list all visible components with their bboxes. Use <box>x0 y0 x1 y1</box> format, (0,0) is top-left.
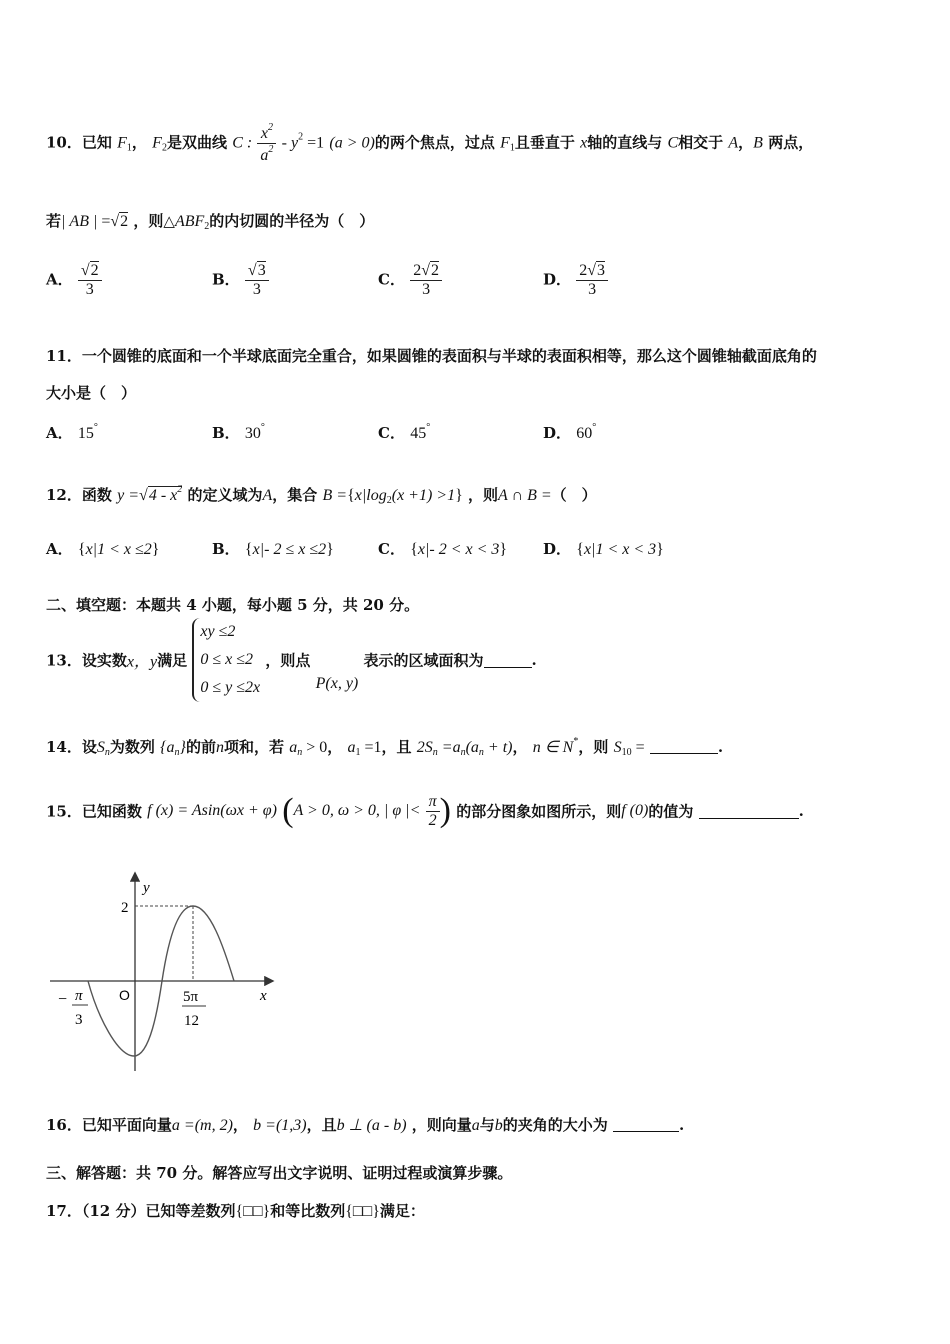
q16-line: 16．已知平面向量a =(m, 2)， b =(1,3)，且b ⊥ (a - b) ，则向量a与b的夹角的大小为 . <box>46 1116 685 1134</box>
q12-line: 12．函数 $y =√4 - x^2$ 的定义域为A，集合 $B =\{x|\log_2(x +1) >1\}$ ，则A ∩ B =（ ） <box>46 484 597 506</box>
peak-value-label: 2 <box>121 900 129 916</box>
q13-line: 13．设实数x，y满足 xy ≤2 0 ≤ x ≤2 0 ≤ y ≤2x ，则点 P(x, y) 表示的区域面积为 . <box>46 618 537 702</box>
sine-graph <box>44 868 284 1078</box>
q12-option-a[interactable]: A． {x|1 < x ≤2} <box>46 540 160 558</box>
q10-option-a[interactable]: A． $\frac{√2}{3}$ <box>46 262 102 299</box>
q10-option-c[interactable]: C． $\frac{2√2}{3}$ <box>378 262 442 299</box>
q12-option-b[interactable]: B． {x|- 2 ≤ x ≤2} <box>212 540 334 558</box>
q11-option-d[interactable]: D． 60° <box>543 422 597 442</box>
q11-line2: 大小是（ ） <box>46 384 137 402</box>
q15-line: 15．已知函数 f (x) = Asin(ωx + φ) (A > 0, ω > 0, | φ |< $\frac{\pi}{2}$ ) 的部分图象如图所示，则f (0)的值为 . <box>46 792 804 829</box>
q12-option-d[interactable]: D． {x|1 < x < 3} <box>543 540 664 558</box>
left-zero-denominator: 3 <box>75 1012 83 1028</box>
origin-label: O <box>119 987 130 1003</box>
q10-line2: 若| AB | =√2 ，则$\triangle ABF_2$的内切圆的半径为（ ） <box>46 212 375 232</box>
peak-x-numerator: 5π <box>183 989 199 1005</box>
y-axis-label: y <box>143 880 150 896</box>
q17-line: 17．（12 分）已知等差数列{□□}和等比数列{□□}满足： <box>46 1202 425 1220</box>
peak-x-denominator: 12 <box>184 1013 199 1029</box>
q11-line1: 11．一个圆锥的底面和一个半球底面完全重合，如果圆锥的表面积与半球的表面积相等，那么这个圆锥轴截面底角的 <box>46 347 817 365</box>
q10-option-b[interactable]: B． $\frac{√3}{3}$ <box>212 262 269 299</box>
left-zero-sign: − <box>58 991 68 1008</box>
x-axis-label: x <box>260 988 267 1004</box>
section-2-heading: 二、填空题：本题共 4 小题，每小题 5 分，共 20 分。 <box>46 596 420 614</box>
q11-option-a[interactable]: A． 15° <box>46 422 98 442</box>
q11-option-c[interactable]: C． 45° <box>378 422 431 442</box>
q14-line: 14．设$S_n$为数列 $\{a_n\}$的前n项和，若 $a_n > 0$， $a_1 =1$，且 $2S_n =a_n(a_n + t)$， n ∈ N*，则 $S_{10}$ = . <box>46 736 724 758</box>
section-3-heading: 三、解答题：共 70 分。解答应写出文字说明、证明过程或演算步骤。 <box>46 1164 513 1182</box>
q12-option-c[interactable]: C． {x|- 2 < x < 3} <box>378 540 508 558</box>
q11-option-b[interactable]: B． 30° <box>212 422 265 442</box>
q10-option-d[interactable]: D． $\frac{2√3}{3}$ <box>543 262 608 299</box>
q10-line1: 10．已知 $F_1$， $F_2$是双曲线 C : $\frac{x^2}{a^2}$ - $y^2 =1$ (a > 0)的两个焦点，过点 $F_1$且垂直于 x轴的直线与 C相交于 A，B 两点， <box>46 122 814 164</box>
left-zero-numerator: π <box>75 988 83 1004</box>
